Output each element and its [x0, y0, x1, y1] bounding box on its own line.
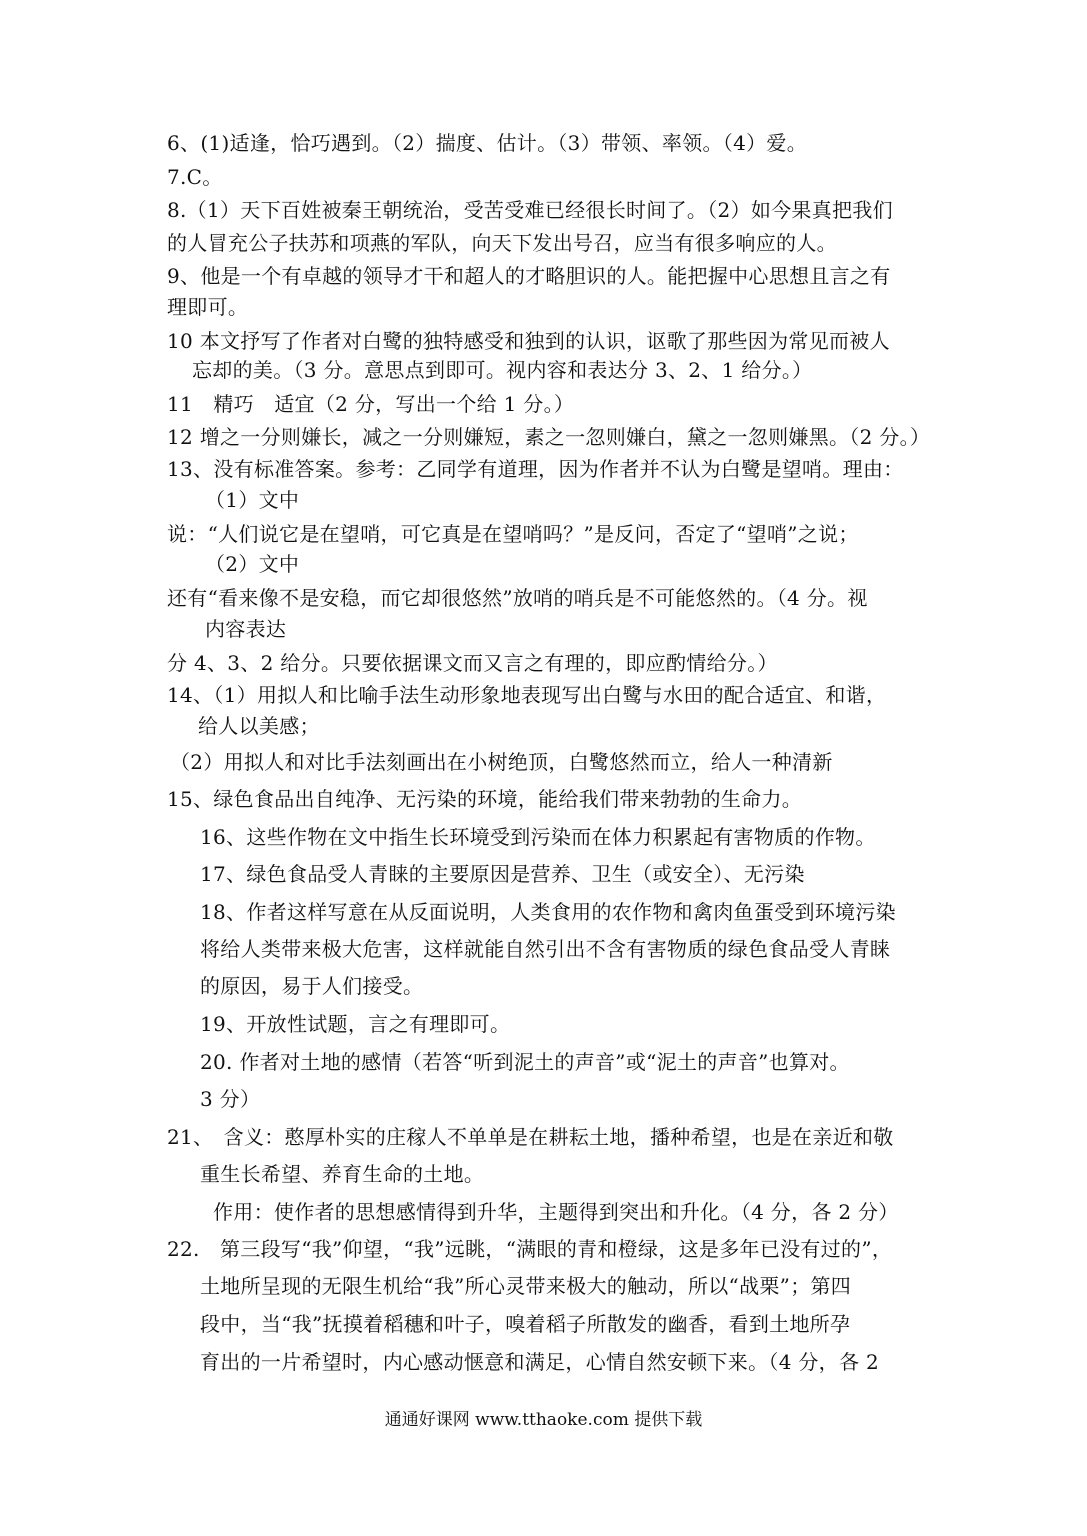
answer-line: 18、作者这样写意在从反面说明，人类食用的农作物和禽肉鱼蛋受到环境污染 — [200, 900, 896, 924]
answer-line: 22. 第三段写“我”仰望，“我”远眺，“满眼的青和橙绿，这是多年已没有过的”， — [167, 1237, 893, 1261]
answer-line: 14、（1）用拟人和比喻手法生动形象地表现写出白鹭与水田的配合适宜、和谐， — [167, 683, 887, 707]
answer-line: 21、 含义：憨厚朴实的庄稼人不单单是在耕耘土地，播种希望，也是在亲近和敬 — [167, 1125, 894, 1149]
answer-line: 15、绿色食品出自纯净、无污染的环境，能给我们带来勃勃的生命力。 — [167, 787, 803, 811]
answer-line: 重生长希望、养育生命的土地。 — [200, 1162, 485, 1186]
answer-line: 内容表达 — [205, 617, 287, 641]
answer-line: 12 增之一分则嫌长，减之一分则嫌短，素之一忽则嫌白，黛之一忽则嫌黑。（2 分。） — [167, 425, 931, 449]
answer-line: （2）用拟人和对比手法刻画出在小树绝顶，白鹭悠然而立，给人一种清新 — [170, 750, 833, 774]
answer-line: 忘却的美。（3 分。意思点到即可。视内容和表达分 3、2、1 给分。） — [192, 358, 813, 382]
answer-line: 给人以美感； — [198, 714, 320, 738]
answer-line: 13、没有标准答案。参考：乙同学有道理，因为作者并不认为白鹭是望哨。理由： — [167, 457, 904, 481]
answer-line: 6、(1)适逢，恰巧遇到。（2）揣度、估计。（3）带领、率领。（4）爱。 — [167, 131, 808, 155]
answer-line: 的人冒充公子扶苏和项燕的军队，向天下发出号召，应当有很多响应的人。 — [167, 231, 837, 255]
page-footer: 通通好课网 www.tthaoke.com 提供下载 — [384, 1410, 703, 1430]
answer-line: 11 精巧 适宜（2 分，写出一个给 1 分。） — [167, 392, 575, 416]
answer-line: 育出的一片希望时，内心感动惬意和满足，心情自然安顿下来。（4 分，各 2 — [200, 1350, 879, 1374]
answer-line: 理即可。 — [167, 295, 249, 319]
answer-line: 7.C。 — [167, 165, 223, 189]
answer-line: （2）文中 — [205, 552, 300, 576]
answer-line: 8.（1）天下百姓被秦王朝统治，受苦受难已经很长时间了。（2）如今果真把我们 — [167, 198, 893, 222]
answer-line: 20. 作者对土地的感情（若答“听到泥土的声音”或“泥土的声音”也算对。 — [200, 1050, 850, 1074]
answer-line: 3 分） — [200, 1087, 261, 1111]
answer-line: 的原因，易于人们接受。 — [200, 974, 424, 998]
answer-line: 土地所呈现的无限生机给“我”所心灵带来极大的触动，所以“战栗”；第四 — [200, 1274, 852, 1298]
answer-line: 分 4、3、2 给分。只要依据课文而又言之有理的，即应酌情给分。） — [167, 651, 778, 675]
answer-line: （1）文中 — [205, 488, 300, 512]
answer-line: 将给人类带来极大危害，这样就能自然引出不含有害物质的绿色食品受人青睐 — [200, 937, 891, 961]
answer-line: 说：“人们说它是在望哨，可它真是在望哨吗？”是反问，否定了“望哨”之说； — [167, 522, 859, 546]
answer-line: 19、开放性试题，言之有理即可。 — [200, 1012, 511, 1036]
answer-line: 10 本文抒写了作者对白鹭的独特感受和独到的认识，讴歌了那些因为常见而被人 — [167, 329, 890, 353]
answer-line: 16、这些作物在文中指生长环境受到污染而在体力积累起有害物质的作物。 — [200, 825, 876, 849]
answer-line: 作用：使作者的思想感情得到升华，主题得到突出和升化。（4 分，各 2 分） — [213, 1200, 899, 1224]
answer-line: 还有“看来像不是安稳，而它却很悠然”放哨的哨兵是不可能悠然的。（4 分。视 — [167, 586, 868, 610]
answer-line: 段中，当“我”抚摸着稻穗和叶子，嗅着稻子所散发的幽香，看到土地所孕 — [200, 1312, 851, 1336]
answer-line: 9、他是一个有卓越的领导才干和超人的才略胆识的人。能把握中心思想且言之有 — [167, 264, 891, 288]
answer-line: 17、绿色食品受人青睐的主要原因是营养、卫生（或安全）、无污染 — [200, 862, 805, 886]
